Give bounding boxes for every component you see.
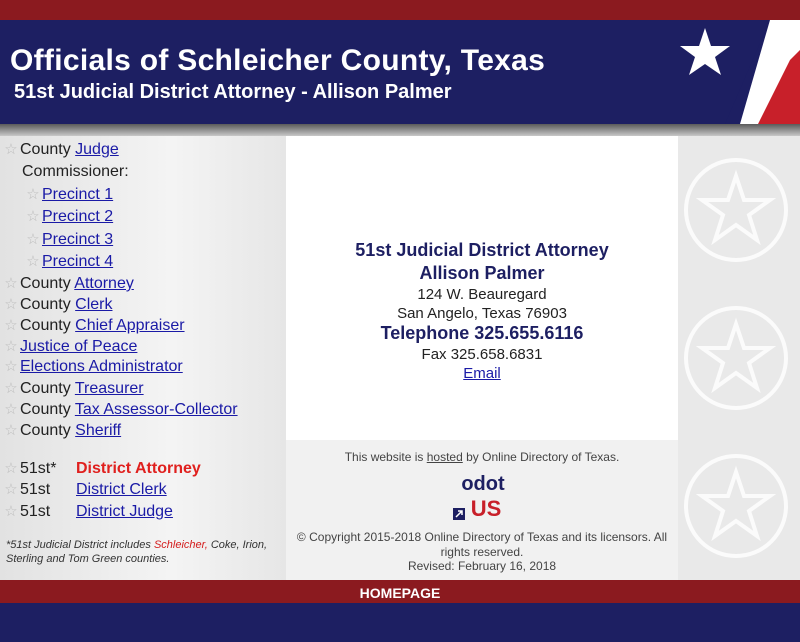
revised-date: Revised: February 16, 2018	[407, 559, 557, 573]
copyright-line-2: rights reserved.	[440, 545, 524, 559]
star-seal-icon	[684, 454, 788, 558]
precinct-3-link[interactable]: Precinct 3	[42, 231, 114, 248]
hosted-suffix: by Online Directory of Texas.	[466, 450, 620, 464]
footer-bar	[0, 583, 800, 603]
county-clerk-link[interactable]: Clerk	[75, 296, 113, 313]
contact-card	[286, 136, 678, 440]
county-judge-link[interactable]: Judge	[75, 141, 119, 158]
nav-item-sheriff	[2, 421, 121, 441]
justice-of-peace-link[interactable]: Justice of Peace	[20, 338, 138, 355]
district-prefix: 51st	[20, 503, 51, 520]
nav-item-county-clerk	[2, 295, 113, 315]
contact-city: San Angelo, Texas 76903	[397, 305, 567, 322]
logo-text-top: odot	[461, 473, 505, 495]
logo-text-bottom: US	[470, 496, 502, 521]
nav-item-precinct-2	[24, 207, 113, 227]
district-judge-link[interactable]: District Judge	[76, 503, 173, 520]
nav-item-precinct-1	[24, 185, 113, 205]
star-icon: ☆	[4, 481, 18, 498]
district-prefix: 51st*	[20, 460, 57, 477]
contact-telephone: Telephone 325.655.6116	[380, 323, 584, 343]
copyright-line-1: © Copyright 2015-2018 Online Directory of Texas and its licensors. All	[296, 530, 668, 544]
nav-item-district-judge	[2, 502, 173, 522]
nav-item-treasurer	[2, 379, 144, 399]
texas-flag-icon	[640, 20, 800, 124]
sheriff-link[interactable]: Sheriff	[75, 422, 122, 439]
star-icon: ☆	[4, 338, 18, 355]
top-red-bar	[0, 0, 800, 20]
star-icon: ☆	[26, 231, 40, 248]
nav-prefix: County	[20, 296, 71, 313]
page-title: Officials of Schleicher County, Texas	[10, 44, 546, 77]
nav-prefix: County	[20, 141, 71, 158]
nav-item-county-judge	[2, 140, 119, 160]
star-icon: ☆	[26, 208, 40, 225]
star-icon: ☆	[26, 253, 40, 270]
nav-prefix: County	[20, 401, 71, 418]
precinct-1-link[interactable]: Precinct 1	[42, 186, 114, 203]
footer-navy-bar	[0, 603, 800, 642]
treasurer-link[interactable]: Treasurer	[74, 380, 144, 397]
star-seal-icon	[684, 158, 788, 262]
nav-prefix: County	[20, 380, 71, 397]
nav-item-district-attorney	[2, 459, 201, 479]
odot-logo[interactable]	[450, 466, 516, 522]
nav-item-justice-of-peace	[2, 337, 137, 357]
star-icon: ☆	[26, 186, 40, 203]
nav-prefix: County	[20, 275, 71, 292]
star-icon: ☆	[4, 460, 18, 477]
contact-name: Allison Palmer	[419, 263, 545, 283]
district-note	[6, 538, 278, 566]
page-subtitle: 51st Judicial District Attorney - Allison Palmer	[14, 81, 452, 103]
hosted-link[interactable]: hosted	[426, 450, 463, 464]
district-clerk-link[interactable]: District Clerk	[76, 481, 167, 498]
district-attorney-current: District Attorney	[76, 460, 201, 477]
star-icon: ☆	[4, 401, 18, 418]
county-attorney-link[interactable]: Attorney	[74, 275, 134, 292]
note-highlight: Schleicher,	[153, 539, 208, 551]
star-icon: ☆	[4, 358, 18, 375]
star-icon: ☆	[4, 317, 18, 334]
star-icon: ☆	[4, 380, 18, 397]
tax-assessor-link[interactable]: Tax Assessor-Collector	[74, 401, 238, 418]
contact-fax: Fax 325.658.6831	[421, 346, 543, 363]
nav-item-precinct-3	[24, 230, 113, 250]
homepage-link[interactable]: HOMEPAGE	[359, 585, 441, 601]
elections-administrator-link[interactable]: Elections Administrator	[20, 358, 183, 375]
hosted-credit	[286, 450, 678, 464]
nav-item-district-clerk	[2, 480, 167, 500]
header-divider	[0, 124, 800, 136]
precinct-2-link[interactable]: Precinct 2	[42, 208, 114, 225]
note-suffix: Coke, Irion, Sterling and Tom Green counties.	[6, 539, 268, 565]
nav-item-precinct-4	[24, 252, 113, 272]
star-icon: ☆	[4, 141, 18, 158]
star-icon: ☆	[4, 503, 18, 520]
star-seal-icon	[684, 306, 788, 410]
nav-item-tax-assessor	[2, 400, 238, 420]
commissioner-heading: Commissioner:	[22, 163, 129, 180]
contact-title: 51st Judicial District Attorney	[355, 240, 609, 260]
note-prefix: *51st Judicial District includes	[6, 539, 151, 551]
nav-prefix: County	[20, 317, 71, 334]
nav-item-elections	[2, 357, 183, 377]
decorative-star-strip	[678, 136, 800, 580]
nav-item-county-attorney	[2, 274, 134, 294]
star-icon: ☆	[4, 275, 18, 292]
precinct-4-link[interactable]: Precinct 4	[42, 253, 114, 270]
nav-item-chief-appraiser	[2, 316, 185, 336]
district-prefix: 51st	[20, 481, 51, 498]
star-icon: ☆	[4, 296, 18, 313]
chief-appraiser-link[interactable]: Chief Appraiser	[75, 317, 185, 334]
email-link[interactable]: Email	[463, 365, 501, 382]
nav-prefix: County	[20, 422, 71, 439]
star-icon: ☆	[4, 422, 18, 439]
contact-email-row	[286, 365, 678, 382]
site-header	[0, 20, 800, 124]
contact-street: 124 W. Beauregard	[417, 286, 547, 303]
hosted-prefix: This website is	[344, 450, 424, 464]
